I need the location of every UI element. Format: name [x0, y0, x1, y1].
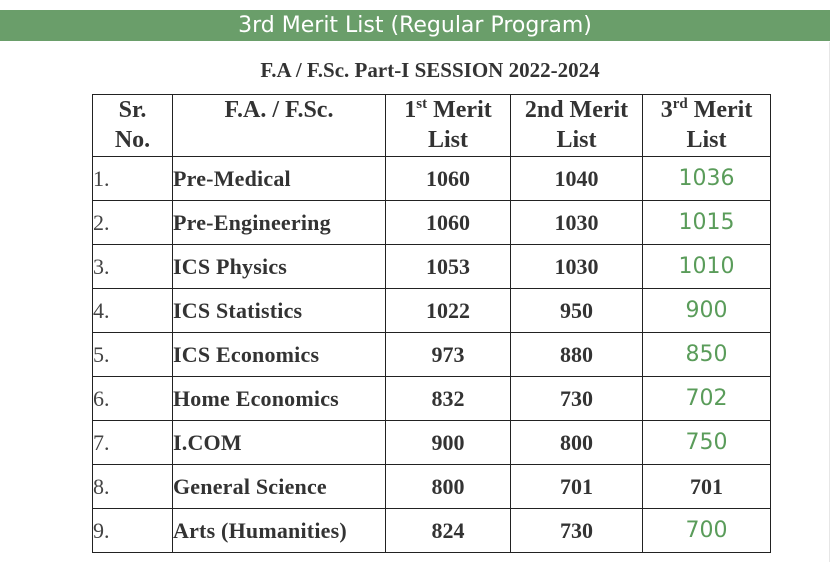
cell-first-merit: 800 [386, 465, 511, 509]
cell-sr-no: 3. [93, 245, 173, 289]
header-second-merit [511, 95, 643, 157]
table-row [93, 377, 771, 421]
cell-third-merit: 1015 [643, 201, 771, 245]
table-row [93, 421, 771, 465]
cell-program: Pre-Engineering [173, 201, 386, 245]
cell-second-merit: 950 [511, 289, 643, 333]
banner-title: 3rd Merit List (Regular Program) [238, 13, 592, 38]
header-m3-tail: Merit [687, 97, 753, 123]
cell-second-merit: 701 [511, 465, 643, 509]
table-header-row [93, 95, 771, 157]
cell-sr-no: 8. [93, 465, 173, 509]
cell-first-merit: 1022 [386, 289, 511, 333]
header-m1-num: 1 [404, 97, 417, 123]
header-m3-line2: List [686, 127, 727, 153]
table-row [93, 201, 771, 245]
cell-sr-no: 2. [93, 201, 173, 245]
header-m3-sup: rd [672, 96, 688, 112]
cell-program: ICS Economics [173, 333, 386, 377]
content-border [829, 42, 830, 562]
table-row [93, 509, 771, 553]
cell-third-merit: 900 [643, 289, 771, 333]
cell-first-merit: 1060 [386, 157, 511, 201]
session-subtitle: F.A / F.Sc. Part-I SESSION 2022-2024 [260, 58, 600, 82]
cell-second-merit: 1030 [511, 201, 643, 245]
cell-second-merit: 1030 [511, 245, 643, 289]
page-banner [0, 10, 830, 41]
header-third-merit [643, 95, 771, 157]
header-m1-line2: List [427, 127, 468, 153]
cell-sr-no: 5. [93, 333, 173, 377]
cell-sr-no: 4. [93, 289, 173, 333]
header-m1-tail: Merit [427, 97, 492, 123]
cell-third-merit: 850 [643, 333, 771, 377]
table-row [93, 245, 771, 289]
header-m3-num: 3 [660, 97, 673, 123]
header-sr-no [93, 95, 173, 157]
cell-third-merit: 1036 [643, 157, 771, 201]
cell-second-merit: 880 [511, 333, 643, 377]
cell-first-merit: 900 [386, 421, 511, 465]
header-program-label: F.A. / F.Sc. [224, 97, 334, 123]
table-row [93, 465, 771, 509]
cell-first-merit: 1053 [386, 245, 511, 289]
cell-program: Pre-Medical [173, 157, 386, 201]
cell-first-merit: 1060 [386, 201, 511, 245]
cell-second-merit: 730 [511, 509, 643, 553]
header-first-merit [386, 95, 511, 157]
cell-program: ICS Physics [173, 245, 386, 289]
header-sr-line1: Sr. [118, 97, 147, 123]
table-body [93, 157, 771, 553]
cell-first-merit: 832 [386, 377, 511, 421]
header-m2-line1: 2nd Merit [524, 97, 629, 123]
cell-second-merit: 1040 [511, 157, 643, 201]
merit-list-table [92, 94, 771, 553]
header-m1-sup: st [416, 96, 428, 112]
cell-sr-no: 9. [93, 509, 173, 553]
cell-third-merit: 1010 [643, 245, 771, 289]
header-program [173, 95, 386, 157]
cell-sr-no: 7. [93, 421, 173, 465]
table-row [93, 289, 771, 333]
cell-program: Home Economics [173, 377, 386, 421]
cell-sr-no: 6. [93, 377, 173, 421]
table-row [93, 157, 771, 201]
cell-sr-no: 1. [93, 157, 173, 201]
cell-first-merit: 973 [386, 333, 511, 377]
cell-third-merit: 700 [643, 509, 771, 553]
header-m2-line2: List [556, 127, 597, 153]
cell-program: General Science [173, 465, 386, 509]
cell-program: ICS Statistics [173, 289, 386, 333]
cell-third-merit: 702 [643, 377, 771, 421]
cell-second-merit: 800 [511, 421, 643, 465]
cell-program: Arts (Humanities) [173, 509, 386, 553]
cell-third-merit: 750 [643, 421, 771, 465]
cell-first-merit: 824 [386, 509, 511, 553]
cell-program: I.COM [173, 421, 386, 465]
header-sr-line2: No. [114, 127, 151, 153]
table-row [93, 333, 771, 377]
cell-second-merit: 730 [511, 377, 643, 421]
cell-third-merit: 701 [643, 465, 771, 509]
